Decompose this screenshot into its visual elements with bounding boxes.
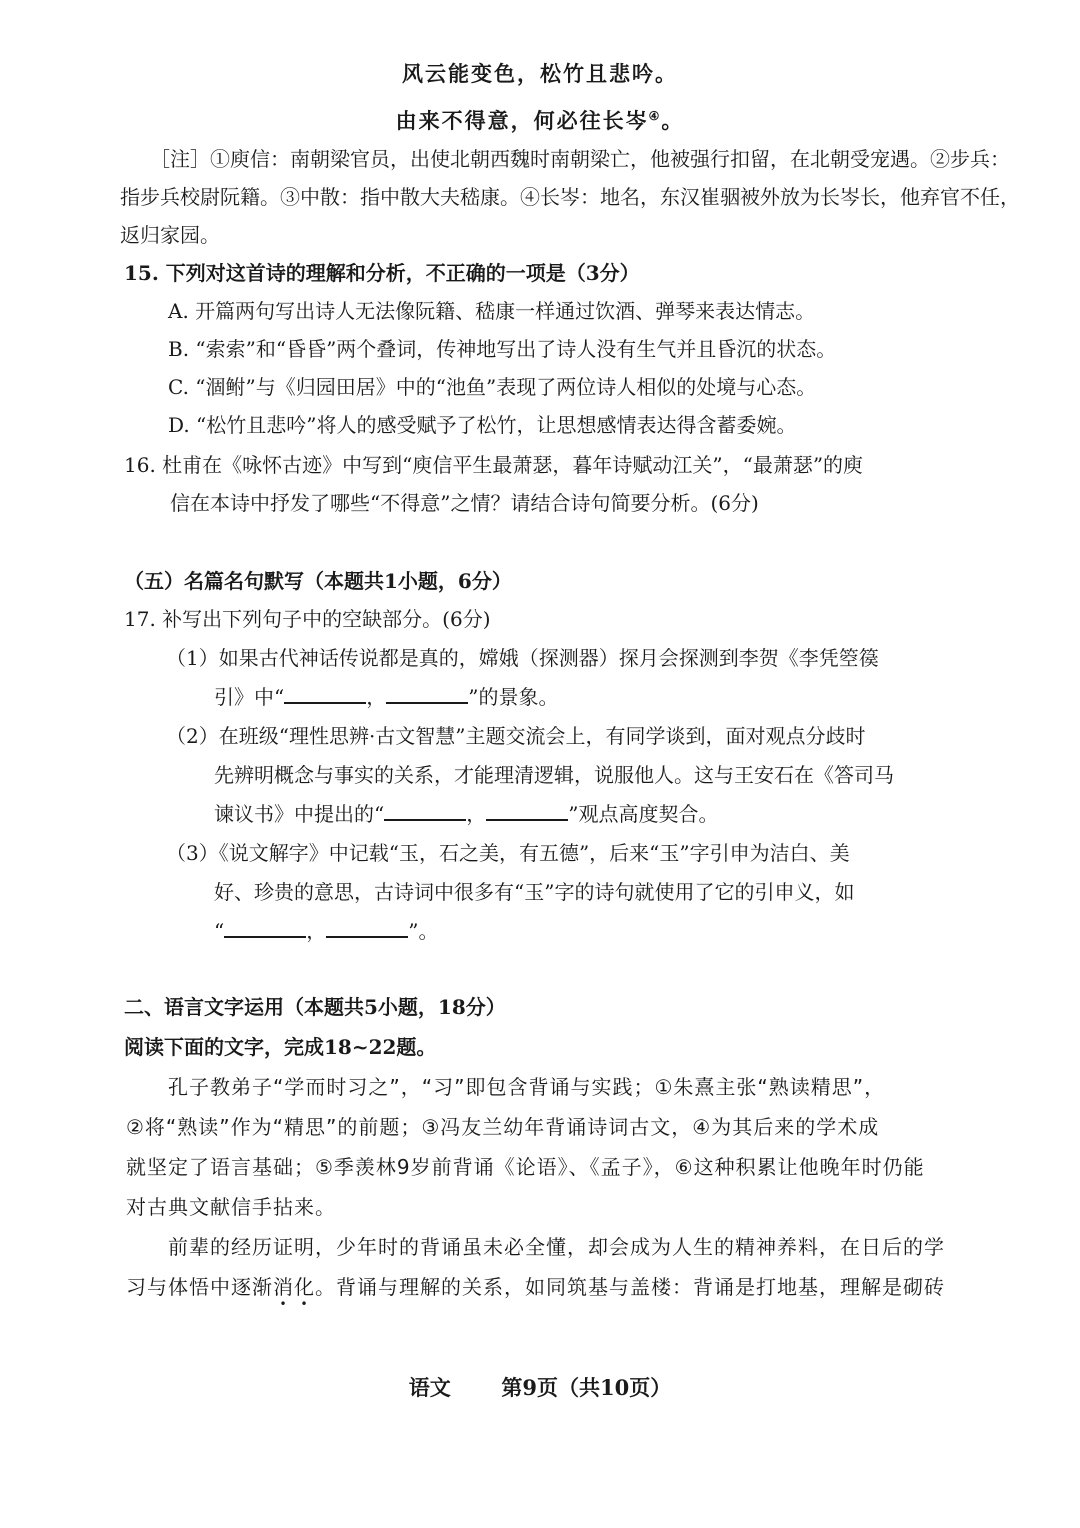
- q17-part-2-comma: ，: [466, 802, 487, 826]
- poem-line-2-text: 由来不得意，何必往长岑: [395, 108, 649, 133]
- passage-para-2-line-2: [126, 1274, 945, 1300]
- emphasized-character: 化: [294, 1275, 315, 1299]
- passage-para-1-line-4: 对古典文献信手拈来。: [126, 1195, 336, 1219]
- poem-line-2: [0, 102, 1080, 135]
- emphasized-character: 消: [273, 1275, 294, 1299]
- passage-para-1-line-1: 孔子教弟子“学而时习之”，“习”即包含背诵与实践；①朱熹主张“熟读精思”，: [168, 1075, 886, 1099]
- question-15-option-c: C. “涸鲋”与《归园田居》中的“池鱼”表现了两位诗人相似的处境与心态。: [168, 375, 817, 399]
- footer-page-number: 第9页（共10页）: [501, 1375, 672, 1400]
- passage-text: 。背诵与理解的关系，如同筑基与盖楼：背诵是打地基，理解是砌砖: [315, 1275, 945, 1299]
- page-footer: [0, 1372, 1080, 1402]
- section-2-heading: 二、语言文字运用（本题共5小题，18分）: [124, 995, 506, 1019]
- question-15-option-a: A. 开篇两句写出诗人无法像阮籍、嵇康一样通过饮酒、弹琴来表达情志。: [168, 299, 816, 323]
- note-line-3: 返归家园。: [120, 223, 220, 247]
- section-2-instruction: 阅读下面的文字，完成18~22题。: [124, 1035, 437, 1059]
- q17-part-2-line-3: [214, 801, 718, 827]
- q17-part-1-suffix: ”的景象。: [468, 685, 559, 709]
- q17-part-1-line-2: [214, 684, 558, 710]
- footnote-mark: ④: [648, 109, 662, 123]
- question-15-stem: 15. 下列对这首诗的理解和分析，不正确的一项是（3分）: [124, 261, 640, 285]
- q17-part-2-line-1: （2）在班级“理性思辨·古文智慧”主题交流会上，有同学谈到，面对观点分歧时: [166, 724, 866, 748]
- q17-part-2-line-2: 先辨明概念与事实的关系，才能理清逻辑，说服他人。这与王安石在《答司马: [214, 763, 894, 787]
- question-15-option-b: B. “索索”和“昏昏”两个叠词，传神地写出了诗人没有生气并且昏沉的状态。: [168, 337, 837, 361]
- passage-para-2-line-1: 前辈的经历证明，少年时的背诵虽未必全懂，却会成为人生的精神养料，在日后的学: [168, 1235, 945, 1259]
- q17-part-3-prefix: “: [214, 919, 225, 943]
- passage-para-1-line-2: ②将“熟读”作为“精思”的前题；③冯友兰幼年背诵诗词古文，④为其后来的学术成: [126, 1115, 880, 1139]
- note-line-1: ［注］①庾信：南朝梁官员，出使北朝西魏时南朝梁亡，他被强行扣留，在北朝受宠遇。②步兵：: [150, 147, 1010, 171]
- answer-blank[interactable]: [486, 801, 568, 821]
- q17-part-3-line-2: 好、珍贵的意思，古诗词中很多有“玉”字的诗句就使用了它的引申义，如: [214, 880, 855, 904]
- section-5-heading: （五）名篇名句默写（本题共1小题，6分）: [124, 569, 512, 593]
- answer-blank[interactable]: [326, 918, 408, 938]
- q17-part-2-suffix: ”观点高度契合。: [568, 802, 719, 826]
- answer-blank[interactable]: [386, 684, 468, 704]
- question-15-option-d: D. “松竹且悲吟”将人的感受赋予了松竹，让思想感情表达得含蓄委婉。: [168, 413, 797, 437]
- q17-part-3-line-3: [214, 918, 438, 944]
- question-17-stem: 17. 补写出下列句子中的空缺部分。(6分): [124, 607, 491, 631]
- question-16-line-2: 信在本诗中抒发了哪些“不得意”之情？请结合诗句简要分析。(6分): [170, 491, 759, 515]
- poem-line-1: 风云能变色，松竹且悲吟。: [402, 61, 678, 86]
- note-line-2: 指步兵校尉阮籍。③中散：指中散大夫嵇康。④长岑：地名，东汉崔骃被外放为长岑长，他弃官不任，: [120, 185, 1020, 209]
- q17-part-3-comma: ，: [306, 919, 327, 943]
- answer-blank[interactable]: [224, 918, 306, 938]
- q17-part-1-line-1: （1）如果古代神话传说都是真的，嫦娥（探测器）探月会探测到李贺《李凭箜篌: [166, 646, 879, 670]
- q17-part-2-prefix: 谏议书》中提出的“: [214, 802, 385, 826]
- passage-text: 习与体悟中逐渐: [126, 1275, 273, 1299]
- question-16-line-1: 16. 杜甫在《咏怀古迹》中写到“庾信平生最萧瑟，暮年诗赋动江关”，“最萧瑟”的庾: [124, 453, 864, 477]
- answer-blank[interactable]: [384, 801, 466, 821]
- answer-blank[interactable]: [284, 684, 366, 704]
- poem-line-2-end: 。: [661, 108, 685, 133]
- q17-part-3-suffix: ”。: [408, 919, 439, 943]
- q17-part-1-comma: ，: [366, 685, 387, 709]
- q17-part-1-prefix: 引》中“: [214, 685, 285, 709]
- q17-part-3-line-1: （3）《说文解字》中记载“玉，石之美，有五德”，后来“玉”字引申为洁白、美: [166, 841, 850, 865]
- footer-subject: 语文: [408, 1375, 451, 1400]
- passage-para-1-line-3: 就坚定了语言基础；⑤季羡林9岁前背诵《论语》、《孟子》，⑥这种积累让他晚年时仍能: [126, 1155, 925, 1179]
